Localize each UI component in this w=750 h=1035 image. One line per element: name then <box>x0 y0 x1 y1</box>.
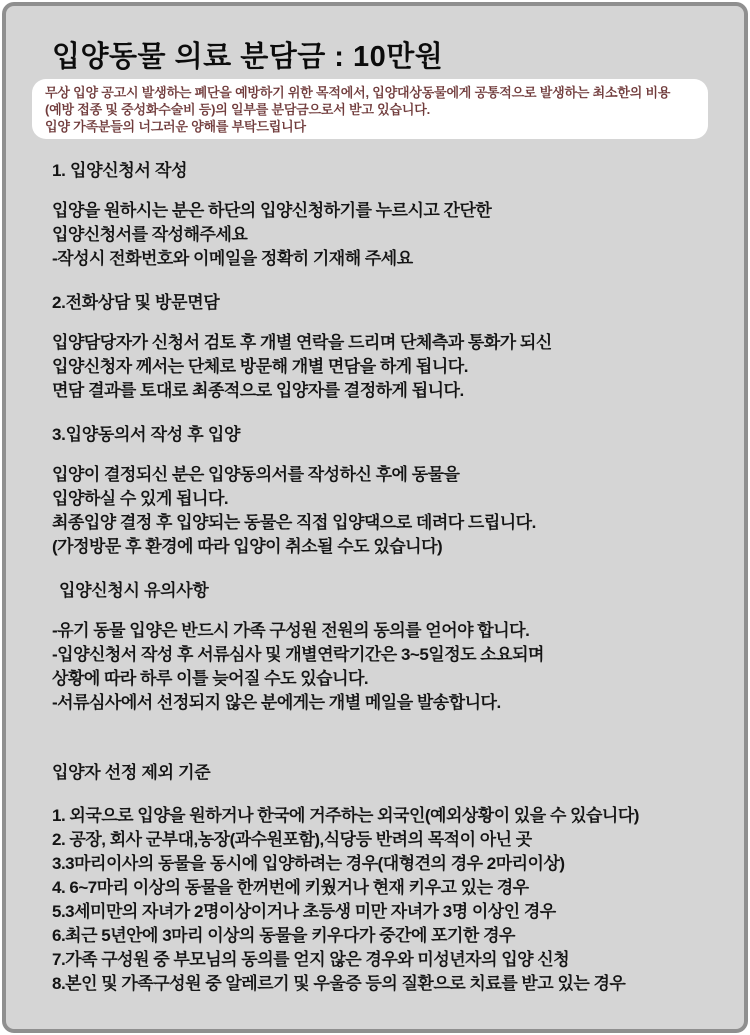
section-heading: 입양신청시 유의사항 <box>59 581 209 600</box>
section-heading: 3.입양동의서 작성 후 입양 <box>52 425 241 444</box>
fee-notice-box <box>32 79 708 139</box>
text-line: (가정방문 후 환경에 따라 입양이 취소될 수도 있습니다) <box>52 537 443 556</box>
section-consent-adoption <box>52 423 706 559</box>
text-line: 5.3세미만의 자녀가 2명이상이거나 초등생 미만 자녀가 3명 이상인 경우 <box>52 902 556 921</box>
text-line: 2. 공장, 회사 군부대,농장(과수원포함),식당등 반려의 목적이 아닌 곳 <box>52 830 532 849</box>
text-line: 입양담당자가 신청서 검토 후 개별 연락을 드리며 단체측과 통화가 되신 <box>52 333 552 352</box>
text-line: 입양을 원하시는 분은 하단의 입양신청하기를 누르시고 간단한 <box>52 201 492 220</box>
text-line: 입양이 결정되신 분은 입양동의서를 작성하신 후에 동물을 <box>52 465 460 484</box>
notice-line: 무상 입양 공고시 발생하는 폐단을 예방하기 위한 목적에서, 입양대상동물에게 공통적으로 발생하는 최소한의 비용 <box>45 85 671 100</box>
section-phone-visit-interview <box>52 291 706 403</box>
section-heading: 2.전화상담 및 방문면담 <box>52 293 220 312</box>
text-line: 8.본인 및 가족구성원 중 알레르기 및 우울증 등의 질환으로 치료를 받고 있는 경우 <box>52 974 626 993</box>
text-line: 상황에 따라 하루 이틀 늦어질 수도 있습니다. <box>52 669 369 688</box>
text-line: 3.3마리이사의 동물을 동시에 입양하려는 경우(대형견의 경우 2마리이상) <box>52 854 565 873</box>
text-line: 면담 결과를 토대로 최종적으로 입양자를 결정하게 됩니다. <box>52 381 464 400</box>
section-exclusion-criteria <box>52 761 706 996</box>
notice-line: 입양 가족분들의 너그러운 양해를 부탁드립니다 <box>45 119 306 134</box>
text-line: 4. 6~7마리 이상의 동물을 한꺼번에 키웠거나 현재 키우고 있는 경우 <box>52 878 529 897</box>
text-line: -작성시 전화번호와 이메일을 정확히 기재해 주세요 <box>52 249 413 268</box>
text-line: 최종입양 결정 후 입양되는 동물은 직접 입양댁으로 데려다 드립니다. <box>52 513 536 532</box>
page-title: 입양동물 의료 분담금 : 10만원 <box>52 41 444 73</box>
text-line: -입양신청서 작성 후 서류심사 및 개별연락기간은 3~5일정도 소요되며 <box>52 645 544 664</box>
section-heading: 1. 입양신청서 작성 <box>52 161 188 180</box>
text-line: 입양신청서를 작성해주세요 <box>52 225 248 244</box>
text-line: 입양신청자 께서는 단체로 방문해 개별 면담을 하게 됩니다. <box>52 357 468 376</box>
section-application-form <box>52 159 706 271</box>
notice-line: (예방 접종 및 중성화수술비 등)의 일부를 분담금으로서 받고 있습니다. <box>45 102 430 117</box>
text-line: 입양하실 수 있게 됩니다. <box>52 489 229 508</box>
text-line: -서류심사에서 선정되지 않은 분에게는 개별 메일을 발송합니다. <box>52 693 501 712</box>
text-line: 7.가족 구성원 중 부모님의 동의를 얻지 않은 경우와 미성년자의 입양 신청 <box>52 950 570 969</box>
adoption-notice-page <box>2 2 748 1033</box>
text-line: -유기 동물 입양은 반드시 가족 구성원 전원의 동의를 얻어야 합니다. <box>52 621 530 640</box>
section-heading: 입양자 선정 제외 기준 <box>52 763 211 782</box>
text-line: 1. 외국으로 입양을 원하거나 한국에 거주하는 외국인(예외상황이 있을 수 있습니다) <box>52 806 639 825</box>
text-line: 6.최근 5년안에 3마리 이상의 동물을 키우다가 중간에 포기한 경우 <box>52 926 515 945</box>
section-application-notes <box>52 579 706 715</box>
